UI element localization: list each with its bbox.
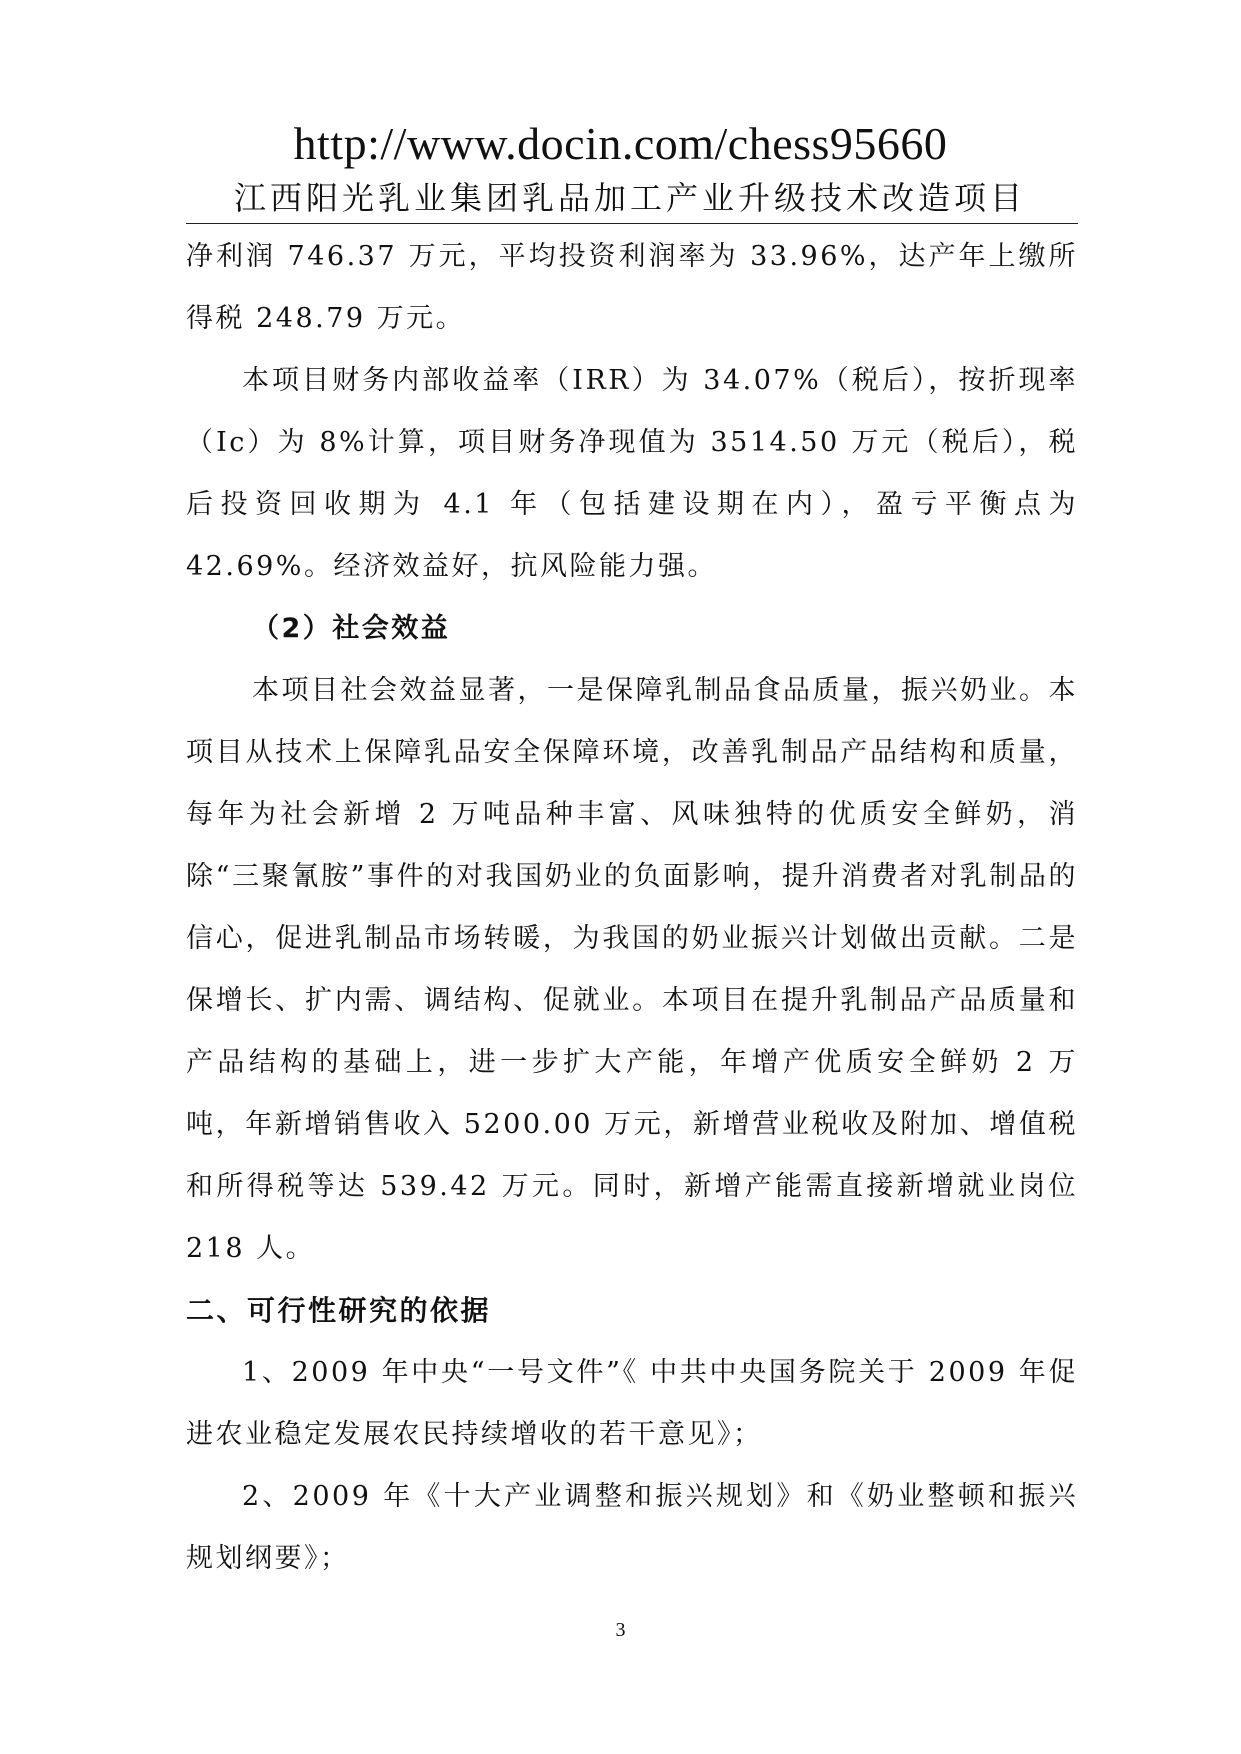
document-body bbox=[186, 226, 1078, 1590]
header-rule bbox=[186, 223, 1078, 224]
paragraph-financial-indicators: 本项目财务内部收益率（IRR）为 34.07%（税后），按折现率（Ic）为 8%计算，项目财务净现值为 3514.50 万元（税后），税后投资回收期为 4.1 年（包括建设期在内），盈亏平衡点为 42.69%。经济效益好，抗风险能力强。 bbox=[186, 365, 1078, 582]
list-item-basis-1: 1、2009 年中央“一号文件”《 中共中央国务院关于 2009 年促进农业稳定发展农民持续增收的若干意见》； bbox=[186, 1357, 1078, 1450]
paragraph-social-benefit: 本项目社会效益显著，一是保障乳制品食品质量，振兴奶业。本项目从技术上保障乳品安全保障环境，改善乳制品产品结构和质量，每年为社会新增 2 万吨品种丰富、风味独特的优质安全鲜奶，消除“三聚氰胺”事件的对我国奶业的负面影响，提升消费者对乳制品的信心，促进乳制品市场转暖，为我国的奶业振兴计划做出贡献。二是保增长、扩内需、调结构、促就业。本项目在提升乳制品产品质量和产品结构的基础上，进一步扩大产能，年增产优质安全鲜奶 2 万吨，年新增销售收入 5200.00 万元，新增营业税收及附加、增值税和所得税等达 539.42 万元。同时，新增产能需直接新增就业岗位 218 人。 bbox=[186, 675, 1078, 1264]
paragraph-net-profit: 净利润 746.37 万元，平均投资利润率为 33.96%，达产年上缴所得税 248.79 万元。 bbox=[186, 241, 1078, 334]
list-item-basis-2: 2、2009 年《十大产业调整和振兴规划》和《奶业整顿和振兴规划纲要》； bbox=[186, 1481, 1078, 1574]
page-number: 3 bbox=[615, 1619, 626, 1641]
running-header-title: 江西阳光乳业集团乳品加工产业升级技术改造项目 bbox=[233, 179, 1026, 217]
section-heading-feasibility-basis: 二、可行性研究的依据 bbox=[186, 1294, 492, 1327]
subheading-social-benefit: （2）社会效益 bbox=[252, 613, 451, 644]
source-url: http://www.docin.com/chess95660 bbox=[293, 118, 948, 169]
